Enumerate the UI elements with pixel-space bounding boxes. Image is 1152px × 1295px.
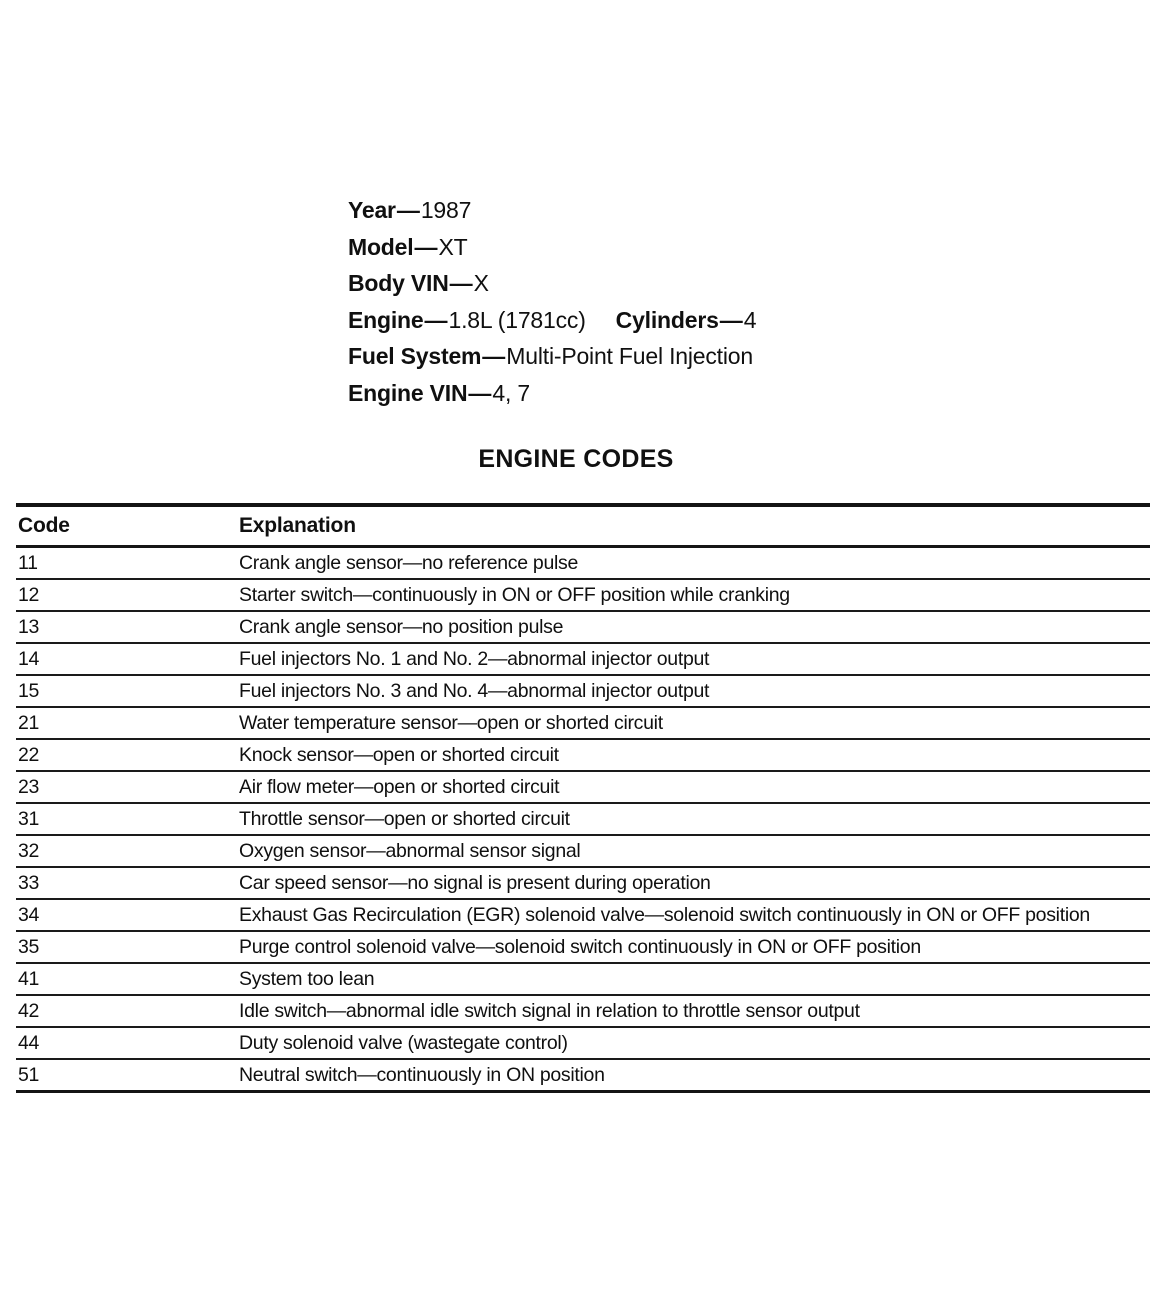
explanation-cell: Water temperature sensor—open or shorted circuit <box>237 707 1150 739</box>
spec-value: 1987 <box>420 197 472 223</box>
code-cell: 21 <box>16 707 237 739</box>
explanation-cell: Fuel injectors No. 3 and No. 4—abnormal injector output <box>237 675 1150 707</box>
spec-label: Body VIN <box>348 270 449 296</box>
explanation-cell: Car speed sensor—no signal is present during operation <box>237 867 1150 899</box>
spec-dash: — <box>482 343 506 369</box>
table-row <box>16 579 1150 611</box>
table-row <box>16 771 1150 803</box>
code-cell: 41 <box>16 963 237 995</box>
spec-label: Model <box>348 233 414 260</box>
table-row <box>16 675 1150 707</box>
table-row <box>16 867 1150 899</box>
engine-codes-table <box>16 503 1150 1093</box>
spec-label: Engine <box>348 306 424 333</box>
table-row <box>16 803 1150 835</box>
explanation-cell: Throttle sensor—open or shorted circuit <box>237 803 1150 835</box>
table-row <box>16 931 1150 963</box>
code-cell: 22 <box>16 739 237 771</box>
spec-dash: — <box>468 379 492 406</box>
spec-line-engine-cylinders <box>348 302 756 339</box>
spec-line-body-vin <box>348 265 756 302</box>
spec-value: 1.8L (1781cc) <box>448 306 586 333</box>
explanation-cell: Neutral switch—continuously in ON position <box>237 1059 1150 1092</box>
column-header-code: Code <box>16 505 237 547</box>
table-row <box>16 995 1150 1027</box>
table-header-row <box>16 505 1150 547</box>
table-row <box>16 739 1150 771</box>
table-row <box>16 643 1150 675</box>
spec-value: XT <box>438 233 468 260</box>
spec-label: Year <box>348 197 396 223</box>
spec-dash: — <box>424 306 448 333</box>
table-row <box>16 1059 1150 1092</box>
explanation-cell: Crank angle sensor—no position pulse <box>237 611 1150 643</box>
spec-line-model <box>348 229 756 266</box>
code-cell: 44 <box>16 1027 237 1059</box>
section-title: ENGINE CODES <box>478 445 674 473</box>
code-cell: 35 <box>16 931 237 963</box>
explanation-cell: Starter switch—continuously in ON or OFF position while cranking <box>237 579 1150 611</box>
code-cell: 31 <box>16 803 237 835</box>
spec-label: Engine VIN <box>348 379 468 406</box>
explanation-cell: Fuel injectors No. 1 and No. 2—abnormal injector output <box>237 643 1150 675</box>
code-cell: 42 <box>16 995 237 1027</box>
spec-value: 4, 7 <box>492 379 530 406</box>
code-cell: 14 <box>16 643 237 675</box>
code-cell: 32 <box>16 835 237 867</box>
spec-label: Cylinders <box>615 306 719 333</box>
spec-value: 4 <box>743 306 757 333</box>
explanation-cell: Air flow meter—open or shorted circuit <box>237 771 1150 803</box>
explanation-cell: Crank angle sensor—no reference pulse <box>237 547 1150 580</box>
explanation-cell: Oxygen sensor—abnormal sensor signal <box>237 835 1150 867</box>
code-cell: 15 <box>16 675 237 707</box>
code-cell: 51 <box>16 1059 237 1092</box>
table-row <box>16 611 1150 643</box>
code-cell: 33 <box>16 867 237 899</box>
explanation-cell: Duty solenoid valve (wastegate control) <box>237 1027 1150 1059</box>
code-cell: 13 <box>16 611 237 643</box>
spec-dash: — <box>414 233 438 260</box>
explanation-cell: Exhaust Gas Recirculation (EGR) solenoid valve—solenoid switch continuously in ON or OFF position <box>237 899 1150 931</box>
table-row <box>16 963 1150 995</box>
vehicle-info-block <box>348 192 756 411</box>
explanation-cell: System too lean <box>237 963 1150 995</box>
spec-dash: — <box>396 197 420 223</box>
column-header-explanation: Explanation <box>237 505 1150 547</box>
spec-line-year <box>348 192 756 229</box>
code-cell: 23 <box>16 771 237 803</box>
spec-line-engine-vin <box>348 375 756 412</box>
spec-line-fuel-system <box>348 338 756 375</box>
code-cell: 34 <box>16 899 237 931</box>
table-row <box>16 547 1150 580</box>
explanation-cell: Knock sensor—open or shorted circuit <box>237 739 1150 771</box>
explanation-cell: Idle switch—abnormal idle switch signal in relation to throttle sensor output <box>237 995 1150 1027</box>
code-cell: 11 <box>16 547 237 580</box>
spec-value: X <box>473 270 489 296</box>
spec-dash: — <box>719 306 743 333</box>
spec-value: Multi-Point Fuel Injection <box>506 343 753 369</box>
table-row <box>16 899 1150 931</box>
spec-dash: — <box>449 270 473 296</box>
table-row <box>16 1027 1150 1059</box>
spec-label: Fuel System <box>348 343 482 369</box>
table-row <box>16 835 1150 867</box>
table-row <box>16 707 1150 739</box>
code-cell: 12 <box>16 579 237 611</box>
explanation-cell: Purge control solenoid valve—solenoid switch continuously in ON or OFF position <box>237 931 1150 963</box>
